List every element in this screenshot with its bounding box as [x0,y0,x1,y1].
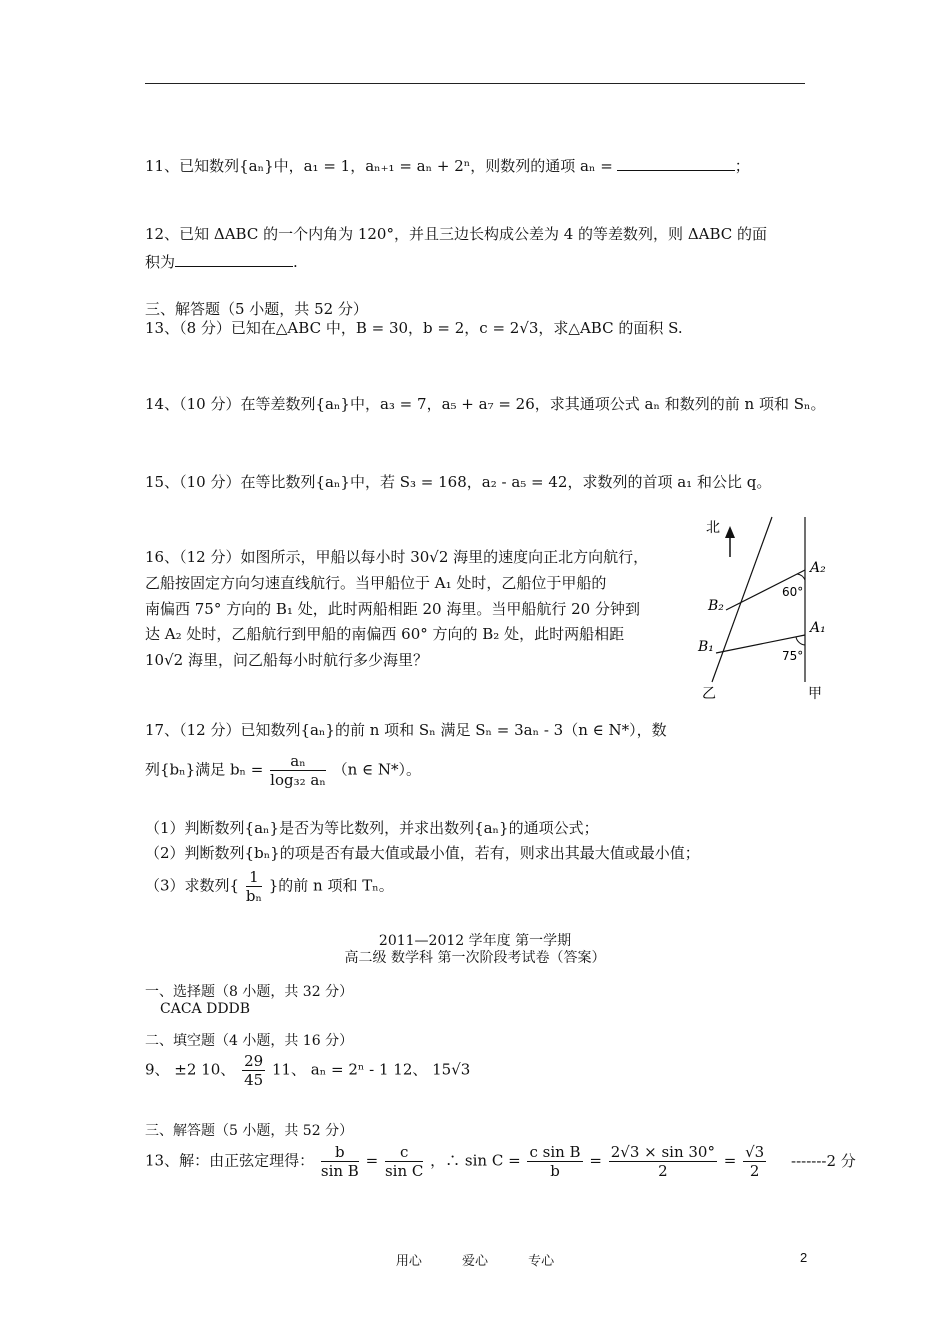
question-17-b-def: 列{bₙ}满足 bₙ = [145,760,264,779]
angle-60-label: 60° [782,585,804,599]
fraction-c-sinC [385,1143,423,1180]
fraction-root3-2 [743,1143,766,1180]
question-17-domain: （n ∈ N*）。 [332,760,422,779]
page-number: 2 [800,1250,808,1265]
question-16-line-5: 10√2 海里，问乙船每小时航行多少海里？ [145,651,428,669]
point-A2-label: A₂ [810,560,826,576]
point-A1-label: A₁ [810,620,826,636]
question-16-line-3: 南偏西 75° 方向的 B₁ 处，此时两船相距 20 海里。当甲船航行 20 分钟到 [145,600,640,618]
question-11-text: 11、已知数列{aₙ}中，a₁ = 1，aₙ₊₁ = aₙ + 2ⁿ，则数列的通项 aₙ = [145,157,613,175]
fraction-29-45 [242,1052,265,1089]
answer-section-2: 二、填空题（4 小题，共 16 分） [145,1033,354,1049]
answer-fill-line [145,1052,470,1089]
question-17-part-3 [145,868,394,905]
angle-75-label: 75° [782,649,804,663]
fraction-bn-denominator: log₃₂ aₙ [270,771,326,789]
fraction-bn-numerator: aₙ [270,752,326,771]
fraction-45-denominator: 45 [244,1071,264,1089]
question-11-end: ； [734,157,750,175]
question-11 [145,156,750,176]
footer-text-2: 爱心 [461,1254,488,1269]
ship-jia-label: 甲 [808,686,822,702]
question-12-line-2 [145,252,298,272]
question-17-line-2 [145,752,421,789]
ship-yi-label: 乙 [702,686,716,702]
question-17-part-3-post: }的前 n 项和 Tₙ。 [268,876,394,895]
answer-13-line: 13、解：由正弦定理得： $\frac{b}{\text{sin B}}$ = $\frac{c}{\text{sin C}}$ ，∴ sin C = $\frac{\text{c sin B}}{b}$ = $\frac{2√3 \times \sin 30^\circ}{2}$ = $\frac{√3}{2}$ -------2 分 [145,1143,856,1180]
answer-section-1: 一、选择题（8 小题，共 32 分） [145,984,354,1000]
fraction-bn-den: bₙ [245,887,262,905]
question-12-end: . [293,253,298,271]
fraction-sinB-den: sin B [320,1162,359,1180]
fraction-c-num: c [385,1143,423,1162]
footer-text-1: 用心 [395,1254,422,1269]
question-17-line-1: 17、（12 分）已知数列{aₙ}的前 n 项和 Sₙ 满足 Sₙ = 3aₙ - 3（n ∈ N*），数 [145,721,667,739]
fraction-csinB-b [527,1143,582,1180]
fraction-2-den-b: 2 [749,1162,760,1180]
fraction-b-sinB [321,1143,359,1180]
fraction-2root3-num: 2√3 × sin 30° [610,1143,715,1161]
equals-sign: = [365,1151,379,1170]
answer-13-intro: 13、解：由正弦定理得： [145,1151,315,1170]
answer-fill-9-10: 9、 ±2 10、 [145,1060,236,1079]
fraction-csinB-num: c sin B [529,1143,581,1161]
question-13: 13、（8 分）已知在△ABC 中，B = 30，b = 2，c = 2√3，求△ABC 的面积 S. [145,319,683,337]
fraction-root3-num: √3 [745,1143,765,1161]
fraction-one-over-bn [246,868,262,905]
answer-13-score: -------2 分 [791,1151,856,1170]
answer-blank-12 [175,254,293,267]
therefore-sinC: ，∴ sin C = [430,1151,521,1170]
angle-75-arc [796,637,805,645]
fraction-2-den: 2 [658,1162,668,1180]
point-B2-label: B₂ [708,598,724,614]
question-17-part-2: （2）判断数列{bₙ}的项是否有最大值或最小值，若有，则求出其最大值或最小值； [145,844,700,862]
point-B1-label: B₁ [698,639,714,655]
answer-fill-11-12: 11、 aₙ = 2ⁿ - 1 12、 15√3 [271,1060,471,1079]
fraction-sinC-den: sin C [384,1162,424,1180]
question-12-line-1: 12、已知 ΔABC 的一个内角为 120°，并且三边长构成公差为 4 的等差数列，则 ΔABC 的面 [145,225,768,243]
answer-blank-11 [617,158,735,171]
answer-section-3: 三、解答题（5 小题，共 52 分） [145,1123,354,1139]
section-3-heading: 三、解答题（5 小题，共 52 分） [145,300,368,318]
ship-diagram [690,512,840,704]
question-16-line-2: 乙船按固定方向匀速直线航行。当甲船位于 A₁ 处时，乙船位于甲船的 [145,574,607,592]
question-17-part-1: （1）判断数列{aₙ}是否为等比数列，并求出数列{aₙ}的通项公式； [145,819,599,837]
fraction-one-numerator: 1 [246,868,262,887]
page-footer [0,1250,950,1269]
north-arrow-head [725,526,735,538]
question-16-line-4: 达 A₂ 处时，乙船航行到甲船的南偏西 60° 方向的 B₂ 处，此时两船相距 [145,625,625,643]
question-17-part-3-pre: （3）求数列{ [145,876,240,895]
footer-text-3: 专心 [528,1254,555,1269]
fraction-bn [270,752,326,789]
answer-title-2: 高二级 数学科 第一次阶段考试卷（答案） [344,950,606,966]
question-16-line-1: 16、（12 分）如图所示，甲船以每小时 30√2 海里的速度向正北方向航行， [145,548,649,566]
fraction-b-den: b [550,1162,560,1180]
answer-title-1: 2011—2012 学年度 第一学期 [378,933,572,949]
question-15: 15、（10 分）在等比数列{aₙ}中，若 S₃ = 168，a₂ - a₅ = 42，求数列的首项 a₁ 和公比 q。 [145,473,772,491]
fraction-b-num: b [321,1143,359,1162]
answer-choices: CACA DDDB [160,1001,251,1017]
angle-60-arc [797,574,805,580]
fraction-2root3-sin30 [609,1143,717,1180]
north-label: 北 [706,520,720,536]
header-rule [145,83,805,84]
fraction-29-numerator: 29 [244,1052,264,1070]
question-12-label: 积为 [145,253,176,271]
question-14: 14、（10 分）在等差数列{aₙ}中，a₃ = 7，a₅ + a₇ = 26，求其通项公式 aₙ 和数列的前 n 项和 Sₙ。 [145,395,826,413]
